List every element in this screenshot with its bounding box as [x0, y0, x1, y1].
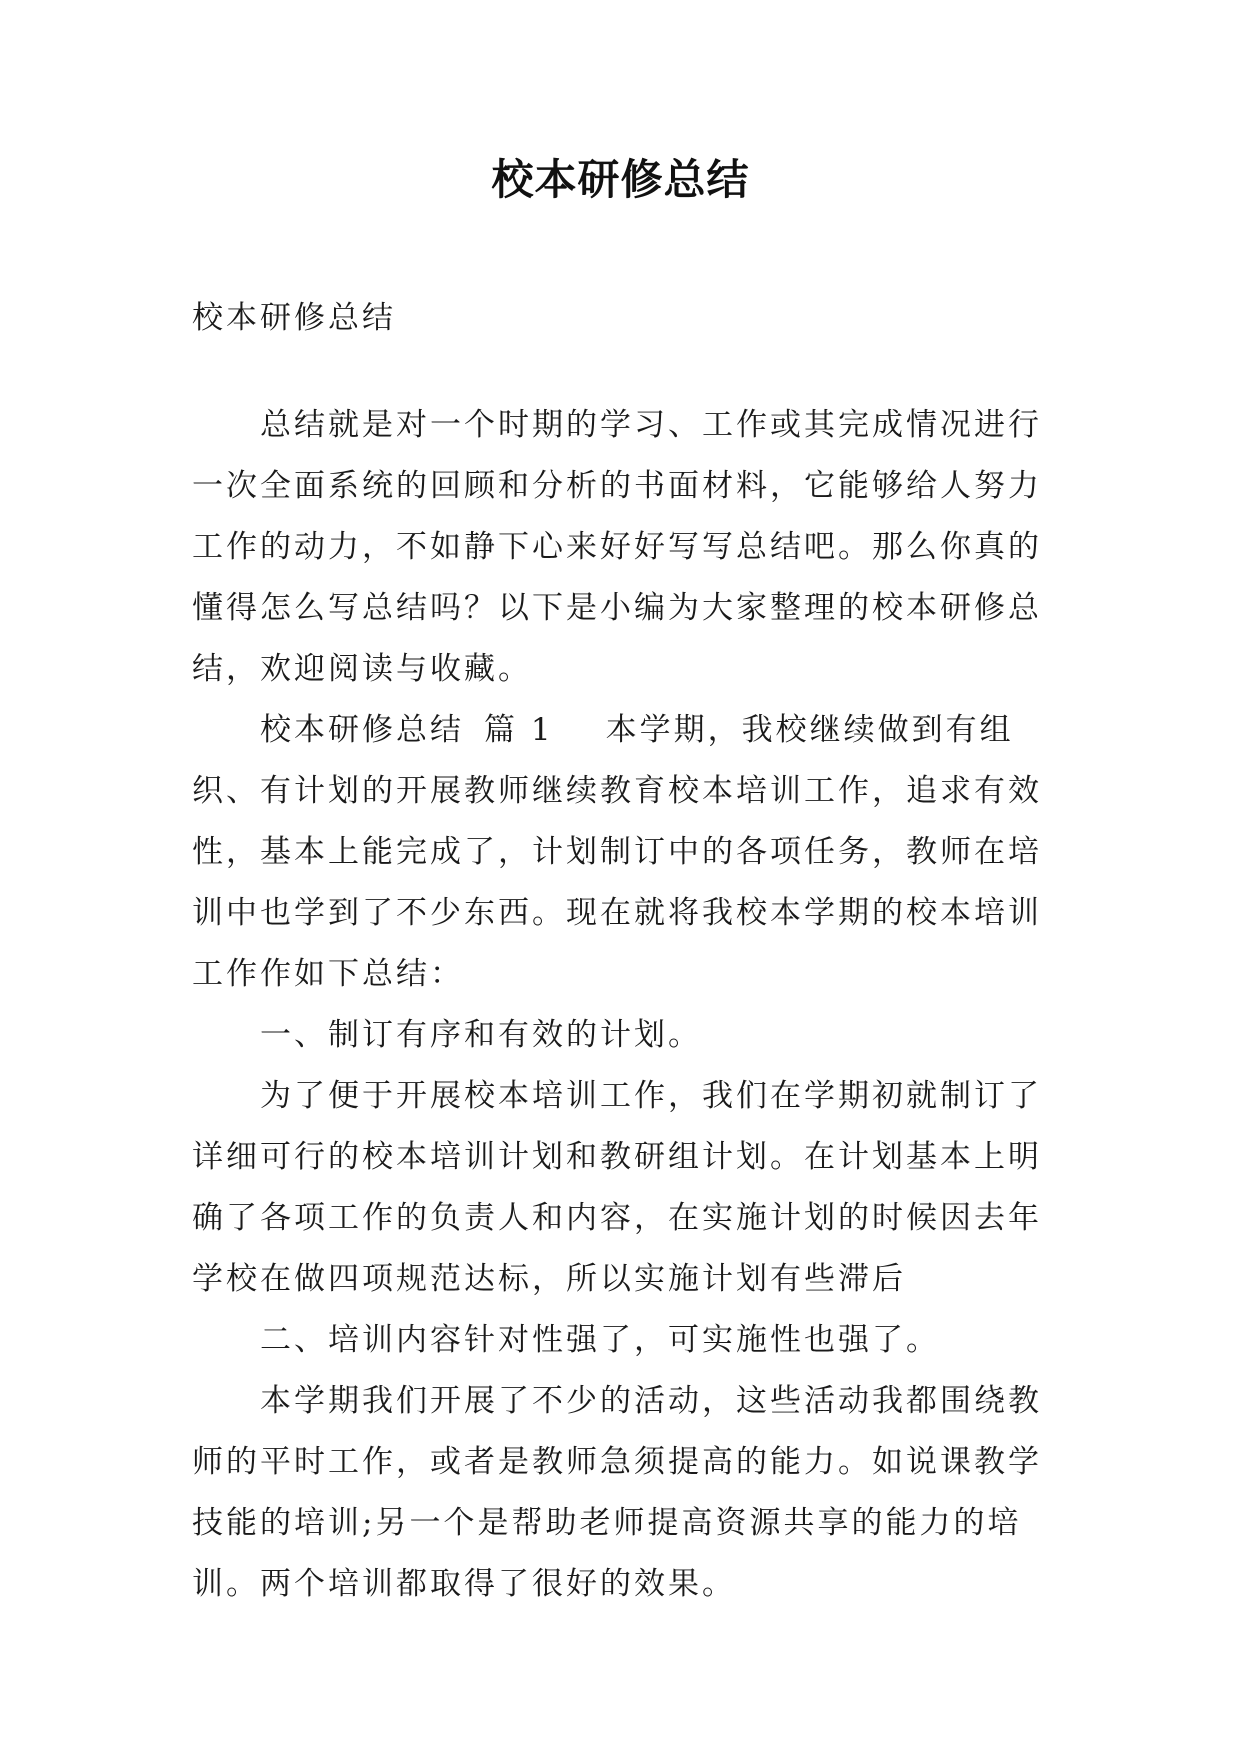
article-number: 篇 1	[484, 712, 554, 748]
intro-paragraph: 总结就是对一个时期的学习、工作或其完成情况进行一次全面系统的回顾和分析的书面材料，它能够给人努力工作的动力，不如静下心来好好写写总结吧。那么你真的懂得怎么写总结吗？以下是小编为大家整理的校本研修总结，欢迎阅读与收藏。	[192, 407, 1042, 687]
section-1-body: 为了便于开展校本培训工作，我们在学期初就制订了详细可行的校本培训计划和教研组计划。在计划基本上明确了各项工作的负责人和内容，在实施计划的时候因去年学校在做四项规范达标，所以实施计划有些滞后	[192, 1078, 1042, 1297]
document-body	[192, 288, 1058, 1615]
section-1-heading: 一、制订有序和有效的计划。	[260, 1017, 702, 1053]
article-lead: 本学期，我校继续做到有组织、有计划的开展教师继续教育校本培训工作，追求有效性，基本上能完成了，计划制订中的各项任务，教师在培训中也学到了不少东西。现在就将我校本学期的校本培训工作作如下总结：	[192, 712, 1042, 992]
article-paragraph	[192, 700, 1058, 1005]
document-title: 校本研修总结	[491, 155, 750, 204]
article-heading: 校本研修总结	[260, 712, 464, 748]
section-2-body: 本学期我们开展了不少的活动，这些活动我都围绕教师的平时工作，或者是教师急须提高的能力。如说课教学技能的培训;另一个是帮助老师提高资源共享的能力的培训。两个培训都取得了很好的效果。	[192, 1383, 1042, 1602]
section-2-heading: 二、培训内容针对性强了，可实施性也强了。	[260, 1322, 940, 1358]
document-subtitle: 校本研修总结	[192, 300, 396, 336]
